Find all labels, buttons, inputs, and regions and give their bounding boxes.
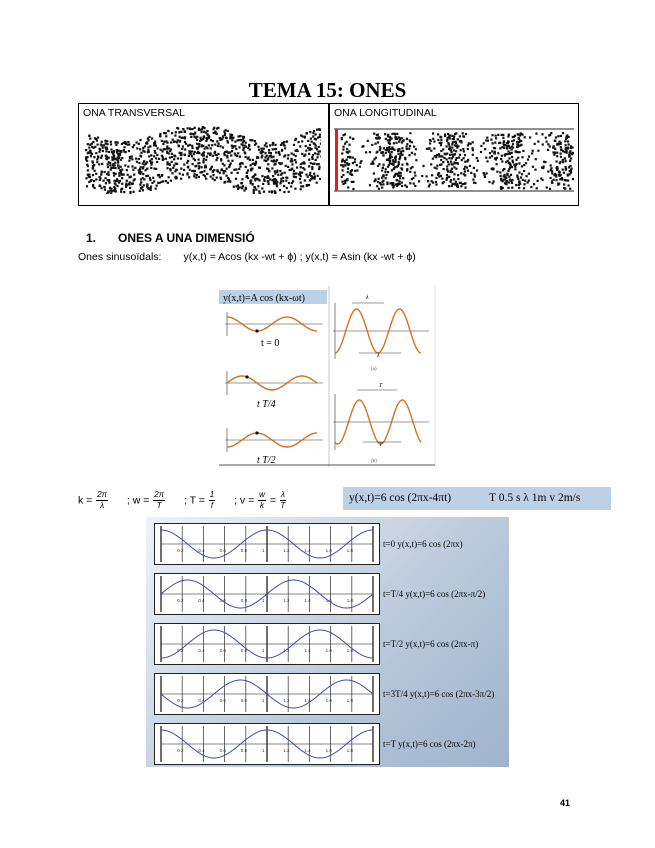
k-prefix: k = — [78, 494, 93, 507]
waves-table — [78, 103, 579, 206]
svg-text:0.6: 0.6 — [219, 548, 226, 553]
snapshot-label: t=T y(x,t)=6 cos (2πx-2π) — [383, 739, 476, 749]
svg-text:1: 1 — [262, 598, 265, 603]
svg-text:1.2: 1.2 — [283, 598, 290, 603]
v-prefix: ; v = — [234, 494, 255, 507]
svg-text:1.8: 1.8 — [346, 548, 354, 553]
example-box — [343, 487, 611, 510]
w-fraction: $\frac{2\pi}{T}$ — [154, 490, 165, 510]
k-fraction: $\frac{2\pi}{\lambda}$ — [97, 490, 108, 510]
snapshot-graph — [154, 673, 380, 715]
sinusoidal-equations: y(x,t) = Acos (kx -wt + ϕ) ; y(x,t) = Asin (kx -wt + ϕ) — [183, 251, 416, 263]
snapshot-graph — [154, 723, 380, 765]
page-title: TEMA 15: ONES — [248, 78, 407, 102]
wave-figure — [219, 286, 437, 467]
svg-text:1.4: 1.4 — [304, 748, 311, 753]
svg-text:0.2: 0.2 — [177, 698, 184, 703]
snapshot-label: t=T/4 y(x,t)=6 cos (2πx-π/2) — [383, 589, 486, 599]
svg-text:1.4: 1.4 — [304, 548, 311, 553]
svg-text:0.8: 0.8 — [240, 548, 248, 553]
cosine-plot — [155, 724, 379, 764]
v-equals: = — [269, 494, 276, 507]
example-params: T 0.5 s λ 1m v 2m/s — [489, 492, 581, 504]
svg-text:0.6: 0.6 — [219, 648, 226, 653]
snapshot-label: t=0 y(x,t)=6 cos (2πx) — [383, 539, 463, 549]
svg-text:0.2: 0.2 — [177, 748, 184, 753]
svg-text:0.6: 0.6 — [219, 748, 226, 753]
section-number: 1. — [86, 231, 97, 245]
svg-text:0.6: 0.6 — [219, 698, 226, 703]
t-label-0: t = 0 — [261, 338, 280, 349]
v-fraction-1: $\frac{w}{k}$ — [259, 490, 265, 510]
svg-text:0.2: 0.2 — [177, 598, 184, 603]
svg-text:0.4: 0.4 — [198, 548, 205, 553]
T-prefix: ; T = — [183, 494, 205, 507]
svg-text:0.4: 0.4 — [198, 598, 205, 603]
svg-text:1.4: 1.4 — [304, 698, 311, 703]
section-title: ONES A UNA DIMENSIÓ — [118, 231, 255, 245]
svg-text:0.2: 0.2 — [177, 648, 184, 653]
svg-text:1.6: 1.6 — [325, 598, 332, 603]
snapshot-graph — [154, 623, 380, 665]
period-bottom: T — [379, 442, 383, 448]
lambda-top: λ — [366, 295, 369, 301]
svg-text:1.4: 1.4 — [304, 598, 311, 603]
svg-text:0.4: 0.4 — [198, 698, 205, 703]
svg-text:1.6: 1.6 — [325, 648, 332, 653]
wave-formulas — [78, 490, 287, 511]
period-top: T — [379, 383, 383, 389]
snapshot-label: t=T/2 y(x,t)=6 cos (2πx-π) — [383, 639, 479, 649]
cosine-snapshots-figure — [146, 517, 509, 767]
svg-text:1: 1 — [262, 748, 265, 753]
longitudinal-wave-dots — [334, 124, 574, 196]
svg-text:1: 1 — [262, 548, 265, 553]
transversal-label: ONA TRANSVERSAL — [83, 107, 185, 119]
v-fraction-2: $\frac{\lambda}{T}$ — [280, 490, 286, 510]
t-label-2: t T/2 — [257, 455, 276, 466]
transversal-wave-dots — [85, 124, 321, 194]
sinusoidal-label: Ones sinusoïdals: — [78, 251, 162, 263]
svg-text:1.6: 1.6 — [325, 698, 332, 703]
snapshot-graph — [154, 523, 380, 565]
page-number: 41 — [560, 798, 571, 808]
lambda-bottom: λ — [377, 353, 380, 359]
figure-equation: y(x,t)=A cos (kx-ωt) — [223, 293, 305, 304]
svg-text:0.8: 0.8 — [240, 698, 248, 703]
svg-text:1.2: 1.2 — [283, 748, 290, 753]
snapshot-label: t=3T/4 y(x,t)=6 cos (2πx-3π/2) — [383, 689, 495, 699]
svg-text:0.2: 0.2 — [177, 548, 184, 553]
table-divider — [328, 104, 330, 205]
cosine-plot — [155, 524, 379, 564]
svg-text:1.2: 1.2 — [283, 548, 290, 553]
example-equation: y(x,t)=6 cos (2πx-4πt) — [349, 492, 452, 504]
svg-text:1.8: 1.8 — [346, 698, 354, 703]
svg-text:1.6: 1.6 — [325, 548, 332, 553]
svg-text:0.6: 0.6 — [219, 598, 226, 603]
snapshot-graph — [154, 573, 380, 615]
svg-text:1.6: 1.6 — [325, 748, 332, 753]
cosine-plot — [155, 574, 379, 614]
svg-text:1.2: 1.2 — [283, 648, 290, 653]
svg-text:0.8: 0.8 — [240, 748, 248, 753]
sinusoidal-line — [78, 251, 416, 263]
cosine-plot — [155, 674, 379, 714]
T-fraction: $\frac{1}{f}$ — [209, 490, 215, 510]
svg-text:1.2: 1.2 — [283, 698, 290, 703]
svg-text:0.4: 0.4 — [198, 748, 205, 753]
svg-text:0.8: 0.8 — [240, 648, 248, 653]
panel-a-label: (a) — [371, 367, 377, 372]
section-heading — [86, 231, 255, 245]
svg-text:1.4: 1.4 — [304, 648, 311, 653]
t-label-1: t T/4 — [257, 399, 276, 410]
svg-text:1.8: 1.8 — [346, 598, 354, 603]
svg-text:1: 1 — [262, 698, 265, 703]
panel-b-label: (b) — [371, 459, 377, 464]
longitudinal-label: ONA LONGITUDINAL — [334, 107, 437, 119]
svg-text:1.8: 1.8 — [346, 748, 354, 753]
svg-text:0.4: 0.4 — [198, 648, 205, 653]
svg-text:1.8: 1.8 — [346, 648, 354, 653]
cosine-plot — [155, 624, 379, 664]
svg-text:1: 1 — [262, 648, 265, 653]
w-prefix: ; w = — [126, 494, 150, 507]
svg-text:0.8: 0.8 — [240, 598, 248, 603]
